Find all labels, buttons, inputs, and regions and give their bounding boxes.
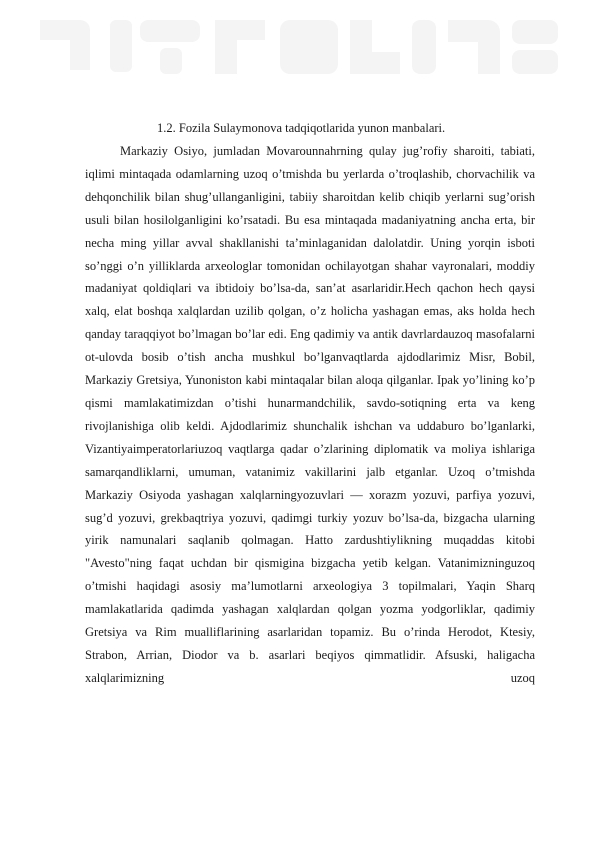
watermark-logo (0, 0, 595, 100)
body-paragraph: Markaziy Osiyo, jumladan Movarounnahrning qulay jug’rofiy sharoiti, tabiati, iqlimi mintaqada odamlarning uzoq o’tmishda bu yerlarda o’troqlashib, chorvachilik va dehqonchilik bilan shug’ullanganligini, tabiiy sharoitdan kelib chiqib yerlarni sug’orish usuli bilan hosilolganligini ko’rsatadi. Bu esa mintaqada madaniyatning ancha erta, bir necha ming yillar avval shakllanishi ta’minlaganidan dalolatdir. Uning yorqin isboti so’nggi o’n yilliklarda arxeologlar tomonidan ochilayotgan shahar vayronalari, moddiy madaniyat qoldiqlari va ibtidoiy bo’lsa-da, san’at asarlaridir.Hech qachon hech qaysi xalq, elat boshqa xalqlardan uzilib qolgan, o’z holicha yashagan emas, aks holda hech qanday taraqqiyot bo’lmagan bo’lar edi. Eng qadimiy va antik davrlardauzoq masofalarni ot-ulovda bosib o’tish ancha mushkul bo’lganvaqtlarda ajdodlarimiz Misr, Bobil, Markaziy Gretsiya, Yunoniston kabi mintaqalar bilan aloqa qilganlar. Ipak yo’lining ko’p qismi mamlakatimizdan o’tishi hunarmandchilik, savdo-sotiqning erta va keng rivojlanishiga olib keldi. Ajdodlarimiz shunchalik ishchan va uddaburo bo’lganlarki, Vizantiyaimperatorlariuzoq vaqtlarga qadar o’zlarining diplomatik va moliya ishlariga samarqandliklarni, umuman, vatanimiz vakillarini jalb etganlar. Uzoq o’tmishda Markaziy Osiyoda yashagan xalqlarningyozuvlari — xorazm yozuvi, parfiya yozuvi, sug’d yozuvi, grekbaqtriya yozuvi, qadimgi turkiy yozuv bo’lsa-da, bizgacha ularning yirik namunalari saqlanib qolmagan. Hatto zardushtiylikning muqaddas kitobi "Avesto"ning faqat uchdan bir qismigina bizgacha yetib kelgan. Vatanimizninguzoq o’tmishi haqidagi asosiy ma’lumotlarni arxeologiya 3 topilmalari, Yaqin Sharq mamlakatlarida qadimda yashagan xalqlardan qolgan yozma yodgorliklar, qadimiy Gretsiya va Rim mualliflarining asarlaridan topamiz. Bu o’rinda Herodot, Ktesiy, Strabon, Arrian, Diodor va b. asarlari beqiyos qimmatlidir. Afsuski, haligacha xalqlarimizning uzoq (85, 144, 535, 685)
document-page (85, 118, 535, 690)
section-heading: 1.2. Fozila Sulaymonova tadqiqotlarida yunon manbalari. (157, 121, 446, 135)
